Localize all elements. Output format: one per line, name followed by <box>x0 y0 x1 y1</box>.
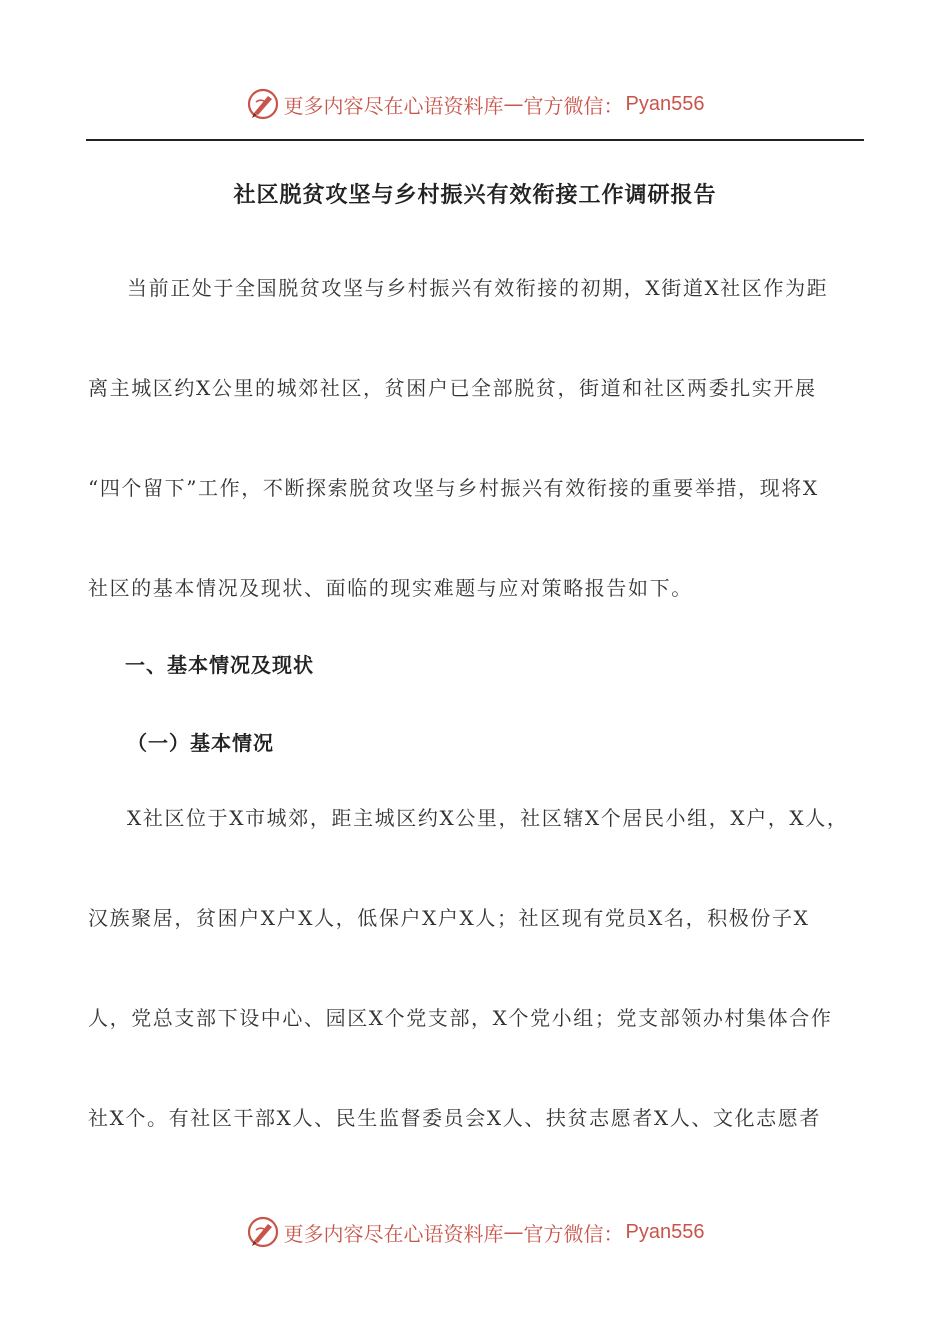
intro-line: 离主城区约X公里的城郊社区，贫困户已全部脱贫，街道和社区两委扎实开展 <box>88 376 817 400</box>
pen-nib-logo-icon <box>246 1215 280 1249</box>
banner-site-text: 更多内容尽在心语资料库 <box>283 1221 504 1246</box>
body-line: 汉族聚居，贫困户X户X人，低保户X户X人；社区现有党员X名，积极份子X <box>88 906 810 930</box>
banner-separator: — <box>503 1220 524 1244</box>
banner-site-text: 更多内容尽在心语资料库 <box>283 93 504 118</box>
header-divider <box>86 139 864 141</box>
intro-line: 当前正处于全国脱贫攻坚与乡村振兴有效衔接的初期，X街道X社区作为距 <box>127 276 829 300</box>
section-heading: 一、基本情况及现状 <box>125 653 314 677</box>
body-line: 社X个。有社区干部X人、民生监督委员会X人、扶贫志愿者X人、文化志愿者 <box>88 1106 821 1130</box>
header-banner <box>0 84 950 124</box>
footer-banner <box>0 1212 950 1252</box>
intro-line: “四个留下”工作，不断探索脱贫攻坚与乡村振兴有效衔接的重要举措，现将X <box>88 476 819 500</box>
intro-line: 社区的基本情况及现状、面临的现实难题与应对策略报告如下。 <box>88 576 693 600</box>
body-line: 人，党总支部下设中心、园区X个党支部，X个党小组；党支部领办村集体合作 <box>88 1006 833 1030</box>
banner-separator: — <box>503 92 524 116</box>
subsection-heading: （一）基本情况 <box>127 731 274 755</box>
banner-wechat-label: 官方微信： <box>523 93 624 118</box>
banner-wechat-id: Pyan556 <box>625 92 705 115</box>
banner-wechat-id: Pyan556 <box>625 1220 705 1243</box>
document-title: 社区脱贫攻坚与乡村振兴有效衔接工作调研报告 <box>233 183 717 208</box>
body-line: X社区位于X市城郊，距主城区约X公里，社区辖X个居民小组，X户，X人， <box>127 806 849 830</box>
pen-nib-logo-icon <box>246 87 280 121</box>
banner-wechat-label: 官方微信： <box>523 1221 624 1246</box>
